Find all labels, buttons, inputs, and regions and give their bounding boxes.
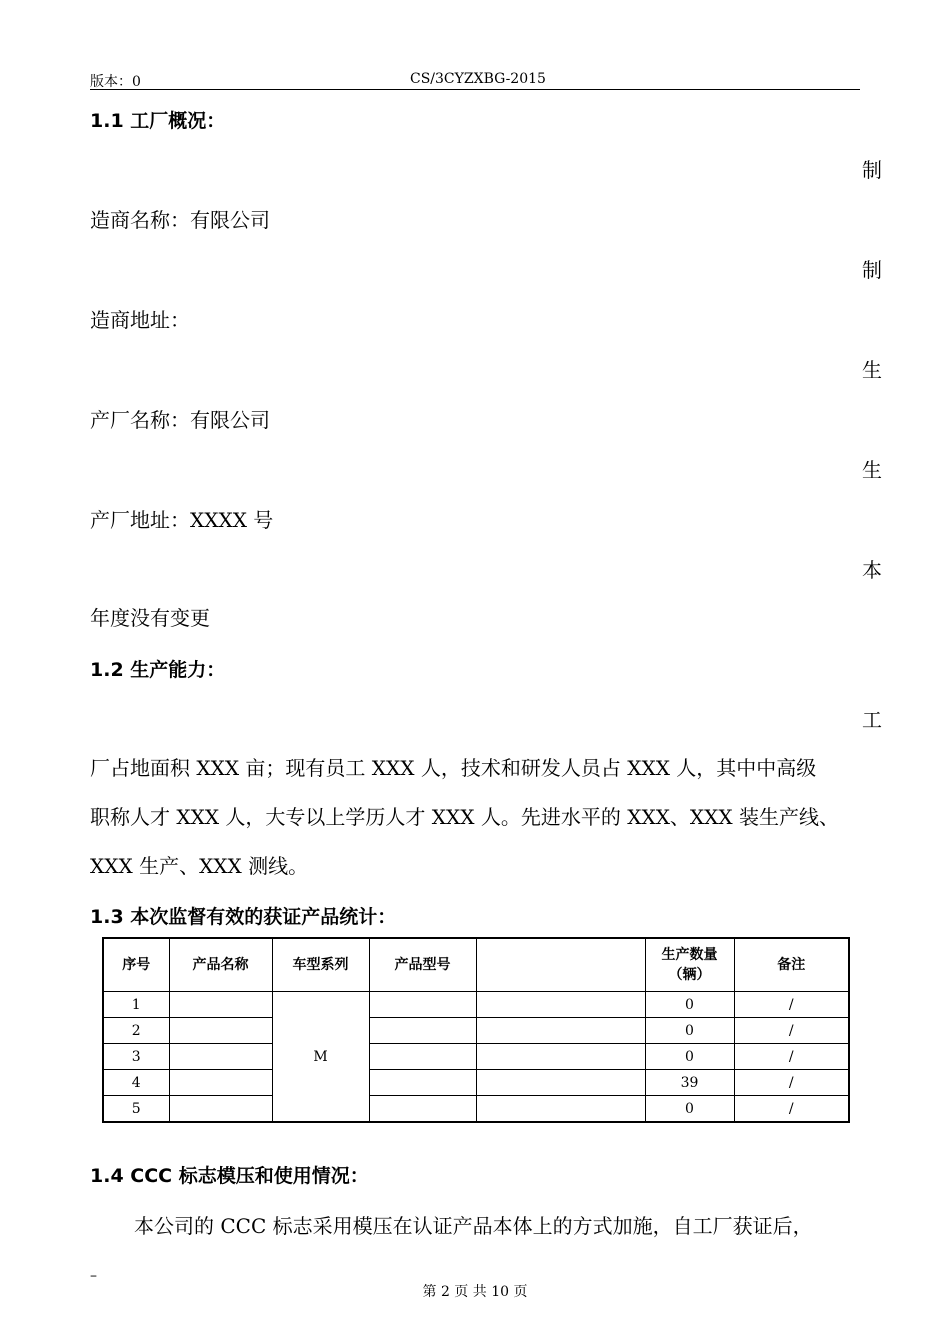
header-quantity-label: 生产数量 [661,947,718,963]
cell-serial: 1 [103,992,169,1018]
table-row [103,992,849,1018]
header-product-name: 产品名称 [169,938,272,992]
cell-note: / [734,1070,849,1096]
section-1-2-line-2: 职称人才 XXX 人，大专以上学历人才 XXX 人。先进水平的 XXX、XXX 装生产线、 [90,805,840,829]
line-1-right: 制 [862,158,882,182]
cell-serial: 5 [103,1096,169,1123]
cell-series: M [272,992,369,1123]
cell-model [369,1018,476,1044]
cell-product-name [169,992,272,1018]
section-1-2-line-3: XXX 生产、XXX 测线。 [90,854,309,878]
header-quantity [645,938,734,992]
cell-serial: 4 [103,1070,169,1096]
line-2-right: 制 [862,258,882,282]
cell-quantity: 0 [645,1044,734,1070]
cell-blank [476,1018,645,1044]
cell-blank [476,1096,645,1123]
table-row [103,1044,849,1070]
cell-quantity: 39 [645,1070,734,1096]
line-3-right: 生 [862,358,882,382]
header-model: 产品型号 [369,938,476,992]
line-4-right: 生 [862,458,882,482]
cell-model [369,992,476,1018]
cell-product-name [169,1070,272,1096]
line-4-text: 产厂地址：XXXX 号 [90,508,274,532]
cell-blank [476,1044,645,1070]
table-header-row [103,938,849,992]
header-rule [90,89,860,90]
cell-model [369,1044,476,1070]
header-series: 车型系列 [272,938,369,992]
section-1-4-title: 1.4 CCC 标志模压和使用情况： [90,1165,369,1187]
cell-product-name [169,1018,272,1044]
cell-quantity: 0 [645,992,734,1018]
header-note: 备注 [734,938,849,992]
footer-dash: – [90,1268,97,1284]
cell-serial: 2 [103,1018,169,1044]
section-1-4-text: 本公司的 CCC 标志采用模压在认证产品本体上的方式加施，自工厂获证后， [134,1214,813,1238]
cell-model [369,1070,476,1096]
table-row [103,1070,849,1096]
section-1-2-line-1: 厂占地面积 XXX 亩；现有员工 XXX 人，技术和研发人员占 XXX 人，其中中高级 [90,756,817,780]
cell-note: / [734,1018,849,1044]
product-stat-table [102,937,850,1123]
cell-quantity: 0 [645,1096,734,1123]
table-row [103,1018,849,1044]
line-1-text: 造商名称：有限公司 [90,208,270,232]
section-1-2-title: 1.2 生产能力： [90,659,226,681]
header-doc-code: CS/3CYZXBG-2015 [410,71,546,87]
cell-product-name [169,1044,272,1070]
header-quantity-unit: （辆） [668,967,711,983]
cell-note: / [734,1096,849,1123]
cell-quantity: 0 [645,1018,734,1044]
line-3-text: 产厂名称：有限公司 [90,408,270,432]
section-1-1-title: 1.1 工厂概况： [90,110,226,132]
table-row [103,1096,849,1123]
cell-serial: 3 [103,1044,169,1070]
cell-product-name [169,1096,272,1123]
section-1-3-title: 1.3 本次监督有效的获证产品统计： [90,906,397,928]
cell-model [369,1096,476,1123]
line-5-right: 本 [862,558,882,582]
line-5-text: 年度没有变更 [90,606,210,630]
header-version: 版本：0 [90,74,141,90]
section-1-2-right: 工 [862,708,882,732]
header-serial: 序号 [103,938,169,992]
cell-note: / [734,992,849,1018]
header-blank [476,938,645,992]
cell-note: / [734,1044,849,1070]
cell-blank [476,992,645,1018]
footer-page-number: 第 2 页 共 10 页 [422,1284,528,1300]
line-2-text: 造商地址： [90,308,190,332]
cell-blank [476,1070,645,1096]
